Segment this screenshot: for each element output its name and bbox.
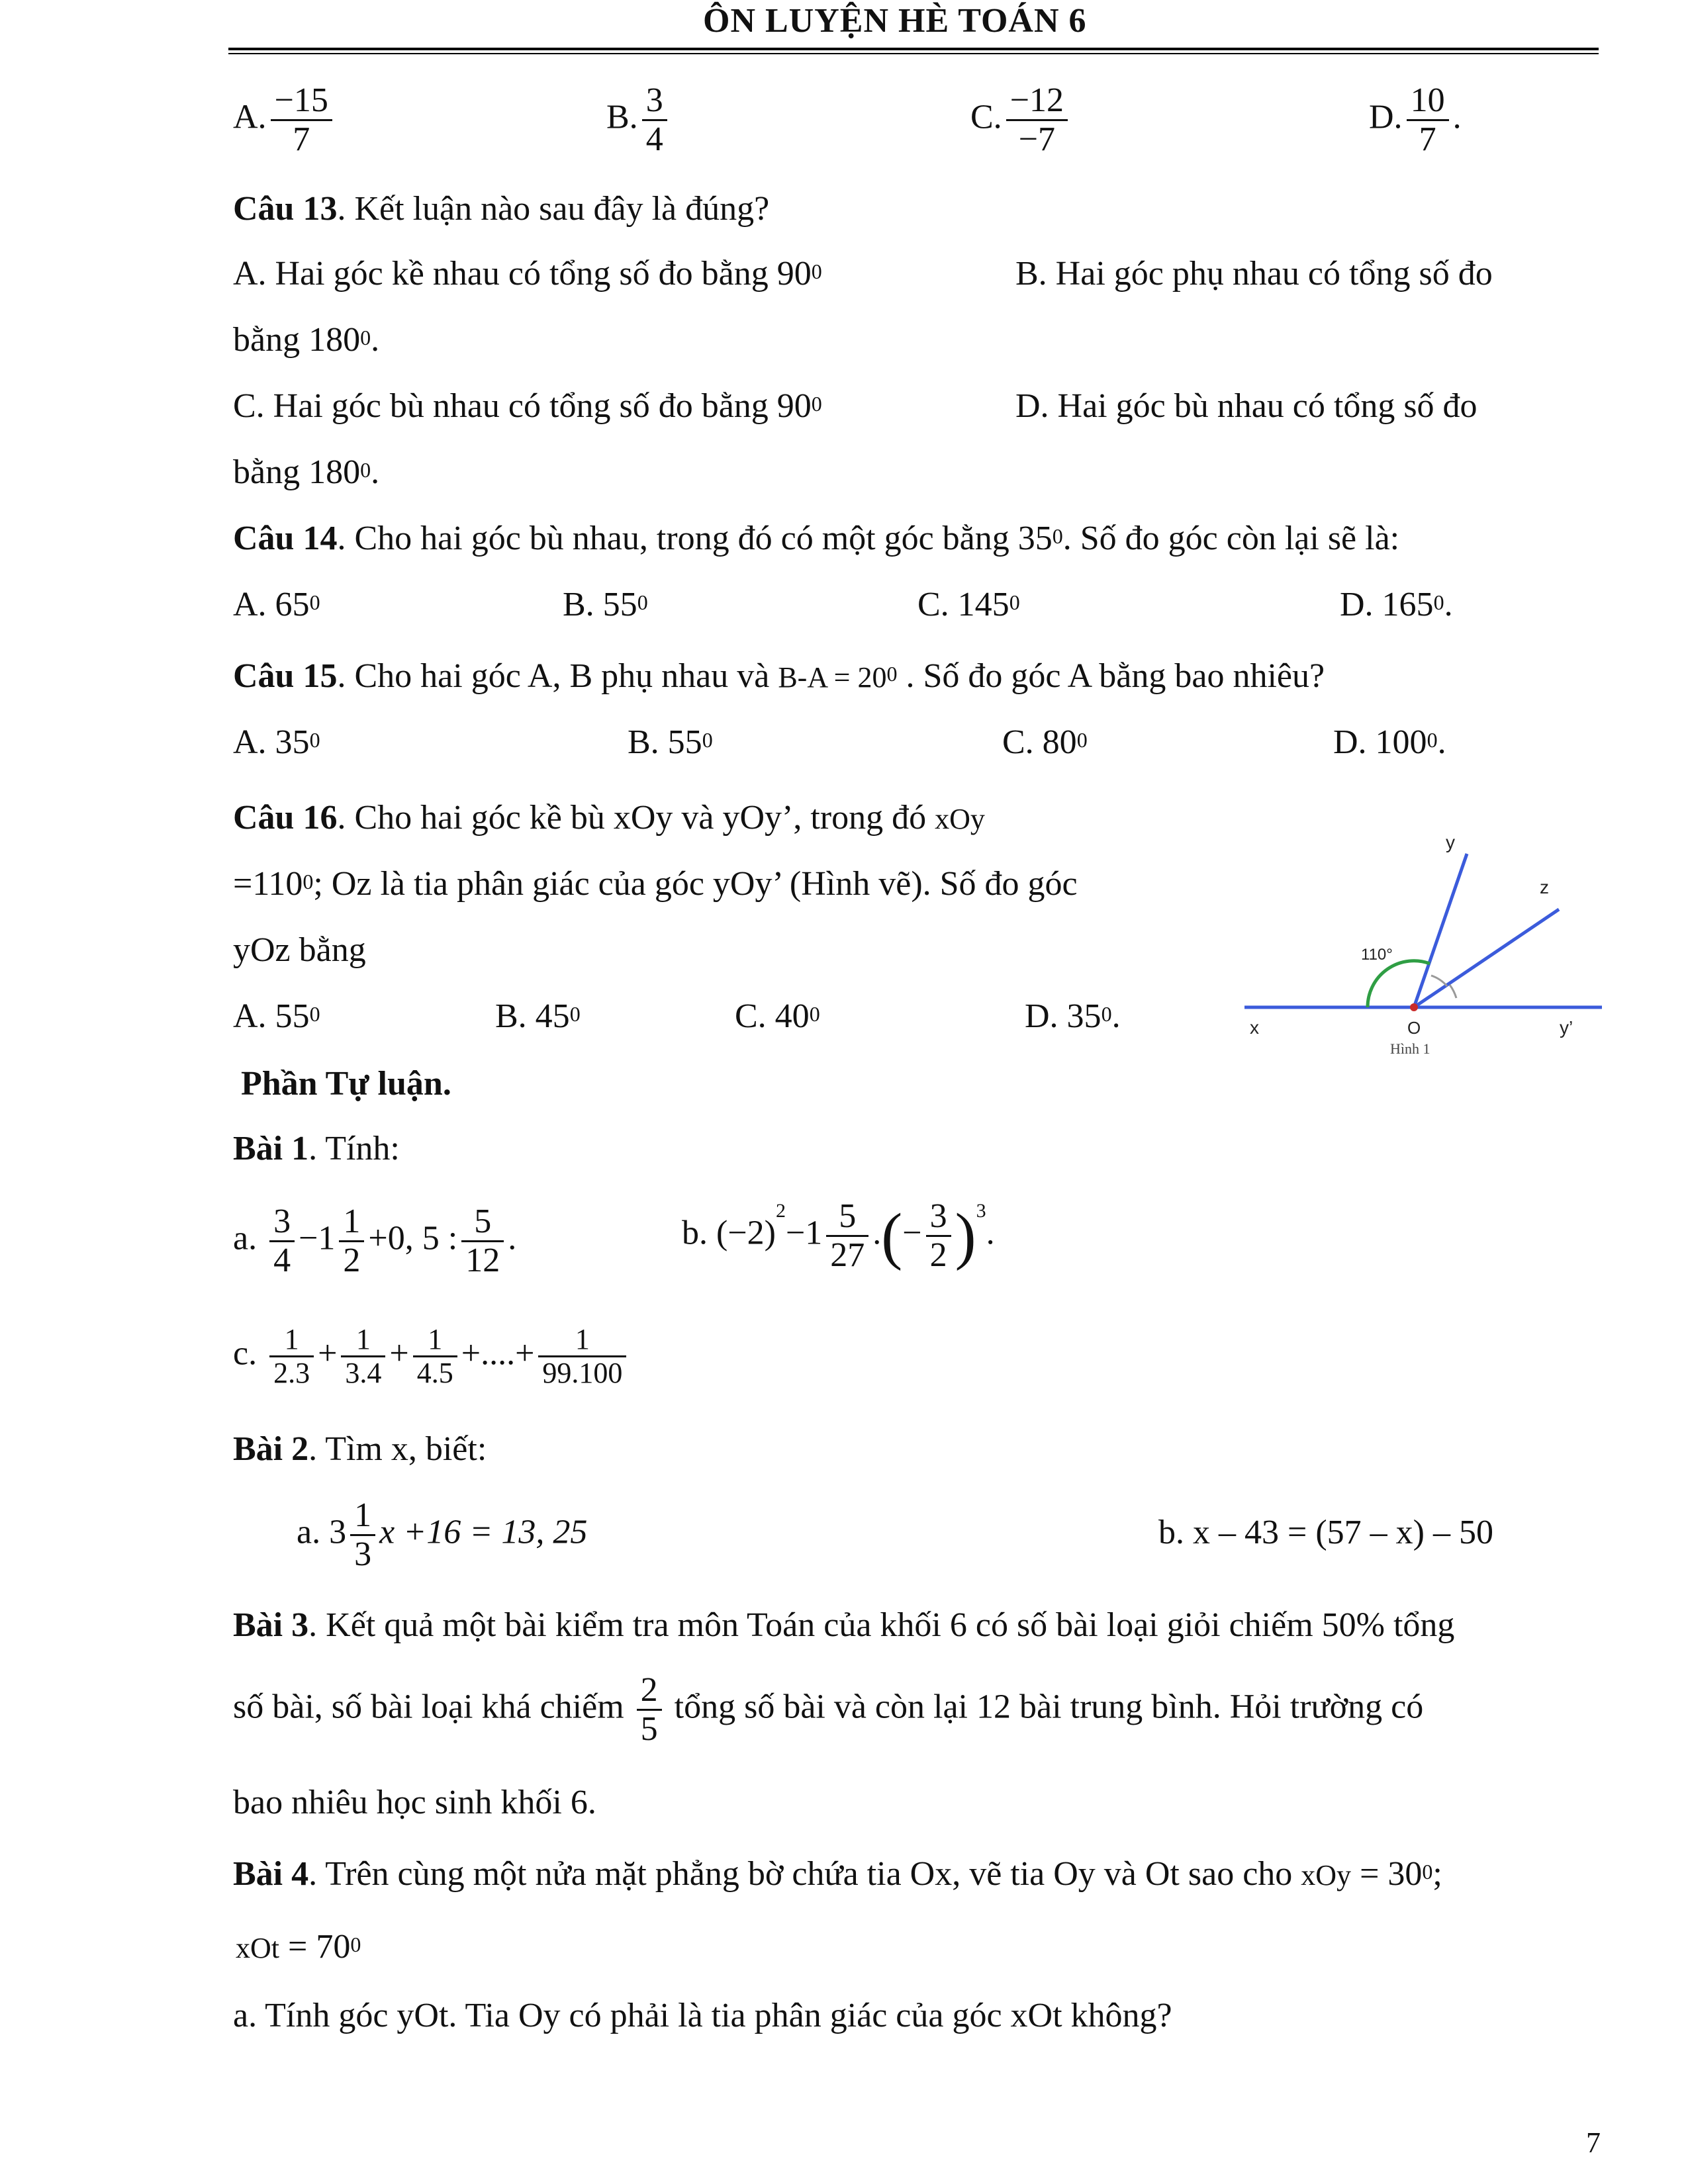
- page-number: 7: [1586, 2126, 1601, 2159]
- q14-option-d: D. $165^0$.: [1340, 586, 1453, 623]
- q12-option-d: D. $\frac{10}{7}$ .: [1369, 81, 1462, 158]
- q15-formula: B-A = 20: [778, 661, 887, 694]
- q14-option-b: B. $55^0$: [563, 586, 648, 623]
- q13-option-d: D. Hai góc bù nhau có tổng số đo: [1015, 387, 1477, 425]
- angle-arc-yoz: [1431, 976, 1447, 986]
- q16-option-a: A. $55^0$: [233, 997, 320, 1035]
- q16-option-c: C. $40^0$: [735, 997, 820, 1035]
- q14-question: Câu 14. Cho hai góc bù nhau, trong đó có một góc bằng $35^0$. Số đo góc còn lại sẽ là:: [233, 520, 1400, 557]
- q16-option-d: D. $35^0$.: [1025, 997, 1121, 1035]
- bai1-c-expression: c. $\frac{1}{2.3}$ + $\frac{1}{3.4}$ + $\frac{1}{4.5}$ +....+ $\frac{1}{99.100}$: [233, 1324, 630, 1389]
- bai1-a-expression: a. $\frac{3}{4}$ −1 $\frac{1}{2}$ +0, 5 : $\frac{5}{12}$ .: [233, 1203, 517, 1279]
- q13-option-a: A. Hai góc kề nhau có tổng số đo bằng $90^0$: [233, 255, 822, 293]
- bai1-b-expression: b. $(-2)^2-1$ $\frac{5}{27}$ .(− $\frac{3}{2}$ )$^3$.: [682, 1197, 995, 1274]
- q13-option-c: C. Hai góc bù nhau có tổng số đo bằng $90^0$: [233, 387, 822, 425]
- label-110: 110°: [1361, 946, 1393, 964]
- header-rule: [228, 48, 1599, 50]
- q15-option-c: C. $80^0$: [1002, 723, 1088, 761]
- q13-option-b-cont: bằng $180^0$.: [233, 321, 380, 359]
- bai3-line1: Bài 3. Kết quả một bài kiểm tra môn Toán của khối 6 có số bài loại giỏi chiếm 50% tổng: [233, 1606, 1455, 1644]
- bai2-heading: Bài 2. Tìm x, biết:: [233, 1430, 487, 1468]
- label-o: O: [1407, 1018, 1421, 1038]
- q16-line3: yOz bằng: [233, 931, 366, 969]
- figure-caption: Hình 1: [1390, 1040, 1430, 1057]
- q15-option-d: D. $100^0$.: [1333, 723, 1446, 761]
- angle-figure: [1231, 827, 1609, 1066]
- bai4-line2: xOt = $70^0$: [236, 1928, 361, 1966]
- header-rule-thin: [228, 53, 1599, 54]
- q15-question: Câu 15. Cho hai góc A, B phụ nhau và $B-A = 20^0$ . Số đo góc A bằng bao nhiêu?: [233, 657, 1325, 695]
- q15-option-b: B. $55^0$: [628, 723, 713, 761]
- q12-option-a: A. $\frac{-15}{7}$: [233, 82, 336, 158]
- q12-option-b: B. $\frac{3}{4}$: [606, 82, 671, 158]
- q16-line1: Câu 16. Cho hai góc kề bù xOy và yOy’, trong đó xOy: [233, 799, 985, 837]
- q14-option-c: C. $145^0$: [917, 586, 1020, 623]
- label-x: x: [1250, 1017, 1259, 1038]
- q16-line2: $=110^0$; Oz là tia phân giác của góc yOy’ (Hình vẽ). Số đo góc: [233, 865, 1078, 903]
- q13-question: Câu 13. Kết luận nào sau đây là đúng?: [233, 190, 770, 228]
- q13-option-b: B. Hai góc phụ nhau có tổng số đo: [1015, 255, 1493, 293]
- bai2-a-equation: a. 3 $\frac{1}{3}$ x +16 = 13, 25: [297, 1496, 588, 1573]
- ray-oz: [1414, 909, 1559, 1007]
- essay-title: Phần Tự luận.: [241, 1065, 451, 1103]
- q13-option-d-cont: bằng $180^0$.: [233, 453, 380, 491]
- bai2-b-equation: b. x – 43 = (57 – x) – 50: [1158, 1514, 1493, 1551]
- page-header-title: ÔN LUYỆN HÈ TOÁN 6: [703, 2, 1087, 40]
- label-yprime: y’: [1560, 1017, 1573, 1038]
- bai4-a: a. Tính góc yOt. Tia Oy có phải là tia phân giác của góc xOt không?: [233, 1997, 1172, 2034]
- bai3-line2: số bài, số bài loại khá chiếm $\frac{2}{5}$ tổng số bài và còn lại 12 bài trung bình. Hỏi trường có: [233, 1671, 1424, 1748]
- q16-option-b: B. $45^0$: [495, 997, 581, 1035]
- angle-arc-zoy: [1450, 985, 1456, 998]
- bai1-heading: Bài 1. Tính:: [233, 1130, 400, 1167]
- bai3-line3: bao nhiêu học sinh khối 6.: [233, 1784, 596, 1821]
- bai4-line1: Bài 4. Trên cùng một nửa mặt phẳng bờ chứa tia Ox, vẽ tia Oy và Ot sao cho xOy = $30^0$;: [233, 1855, 1442, 1893]
- label-z: z: [1540, 877, 1549, 897]
- point-o: [1410, 1003, 1418, 1011]
- q12-option-c: C. $\frac{-12}{-7}$: [970, 82, 1072, 158]
- label-y: y: [1446, 832, 1455, 852]
- q15-option-a: A. $35^0$: [233, 723, 320, 761]
- q14-option-a: A. $65^0$: [233, 586, 320, 623]
- ray-oy: [1414, 854, 1467, 1007]
